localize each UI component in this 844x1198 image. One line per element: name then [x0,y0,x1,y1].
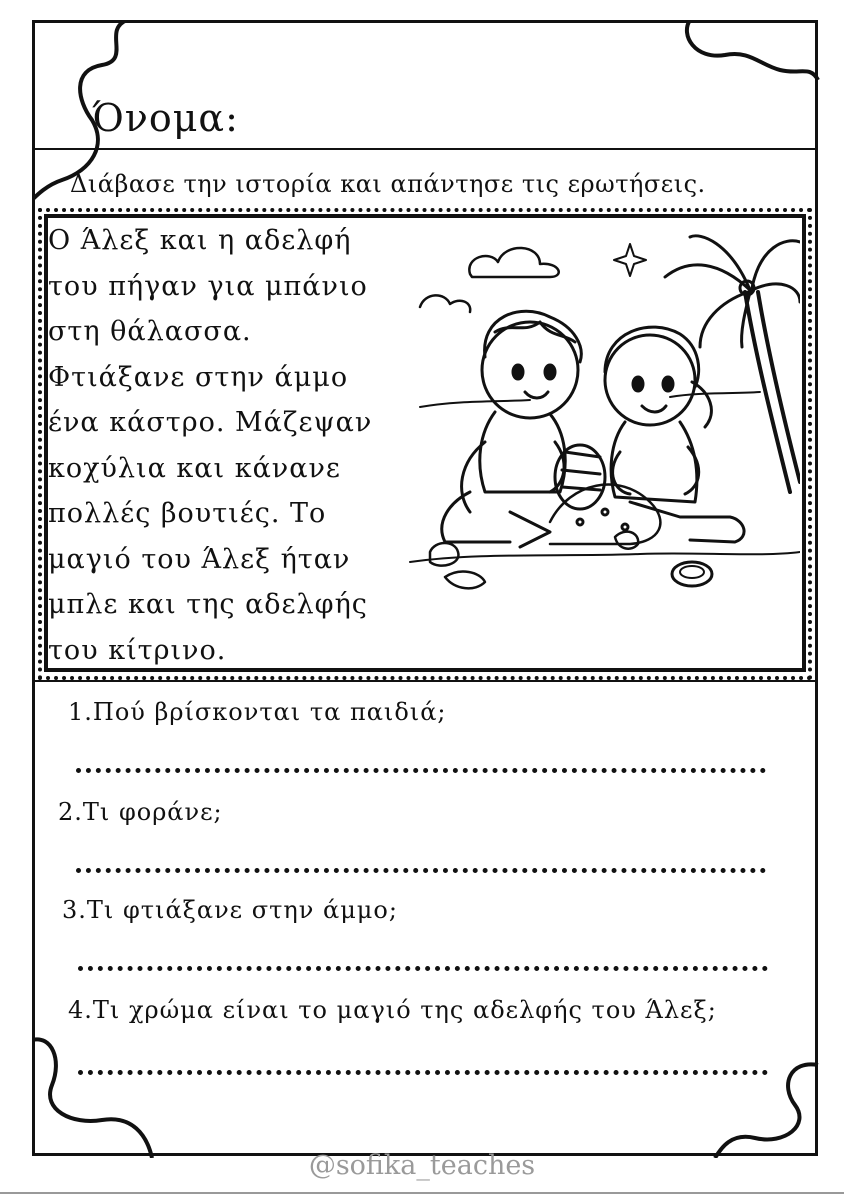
question-4: 4.Τι χρώμα είναι το μαγιό της αδελφής του Άλεξ; [68,996,717,1024]
instructions-text: Διάβασε την ιστορία και απάντησε τις ερωτήσεις. [70,170,706,198]
story-text [48,218,428,673]
story-line: κοχύλια και κάνανε [48,452,341,484]
answer-line-1[interactable] [76,768,766,773]
story-line: μπλε και της αδελφής [48,589,368,620]
story-line: ένα κάστρο. Μάζεψαν [48,407,373,438]
corner-swirl-bottom-left-icon [32,1030,172,1158]
question-1: 1.Πού βρίσκονται τα παιδιά; [68,698,447,726]
question-2: 2.Τι φοράνε; [58,798,223,826]
answer-line-2[interactable] [76,868,766,873]
bottom-rule [0,1192,844,1194]
story-line: Ο Άλεξ και η αδελφή [48,225,352,256]
story-line: στη θάλασσα. [48,316,252,347]
story-line: πολλές βουτιές. Το [48,498,327,529]
answer-line-3[interactable] [78,966,768,971]
beach-children-illustration [400,222,800,602]
question-3: 3.Τι φτιάξανε στην άμμο; [62,896,398,924]
story-line: μαγιό του Άλεξ ήταν [48,543,351,575]
corner-swirl-top-right-icon [680,20,820,90]
story-divider [32,680,818,682]
story-line: Φτιάξανε στην άμμο [48,361,349,393]
header-divider [32,148,818,150]
name-field-label: Όνομα: [92,96,239,140]
watermark: @sofika_teaches [308,1150,536,1181]
answer-line-4[interactable] [78,1070,768,1075]
story-line: του πήγαν για μπάνιο [48,270,368,302]
story-line: του κίτρινο. [48,634,227,666]
